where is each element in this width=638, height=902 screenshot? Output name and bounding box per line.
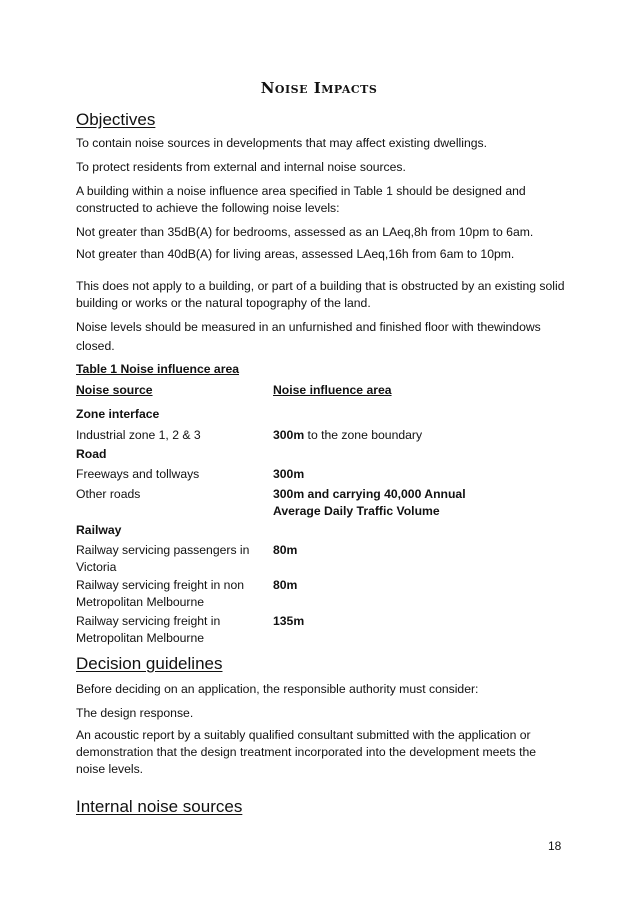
group-road: Road: [76, 447, 107, 461]
table-row-source: Other roads: [76, 487, 141, 501]
page-title: Noise Impacts: [260, 79, 378, 97]
table-header-noise-source: Noise source: [76, 383, 153, 397]
table-row-source: Industrial zone 1, 2 & 3: [76, 428, 201, 442]
table-row-source: Freeways and tollways: [76, 467, 200, 481]
table-row-source: Railway servicing freight in Metropolitan Melbourne: [76, 614, 221, 645]
table-row-value: 80m: [273, 543, 298, 557]
group-railway: Railway: [76, 523, 122, 537]
table-row-value: 135m: [273, 614, 305, 628]
table-row-source: Railway servicing freight in non Metropolitan Melbourne: [76, 578, 244, 609]
table-header-influence-area: Noise influence area: [273, 383, 392, 397]
decision-paragraph: The design response.: [76, 706, 194, 720]
internal-noise-heading: Internal noise sources: [76, 797, 243, 816]
table-caption: Table 1 Noise influence area: [76, 362, 240, 376]
objective-paragraph: A building within a noise influence area specified in Table 1 should be designed and constructed to achieve the following noise levels:: [76, 184, 526, 215]
value-bold: 300m: [273, 428, 305, 442]
page-number: 18: [548, 839, 562, 853]
table-row-value: 300m: [273, 467, 305, 481]
objective-paragraph: To protect residents from external and internal noise sources.: [76, 160, 406, 174]
value-rest: to the zone boundary: [304, 428, 423, 442]
objective-paragraph: To contain noise sources in developments that may affect existing dwellings.: [76, 136, 487, 150]
table-row-source: Railway servicing passengers in Victoria: [76, 543, 250, 574]
decision-paragraph: Before deciding on an application, the responsible authority must consider:: [76, 682, 479, 696]
noise-level-living: Not greater than 40dB(A) for living areas, assessed LAeq,16h from 6am to 10pm.: [76, 247, 515, 261]
decision-paragraph: An acoustic report by a suitably qualified consultant submitted with the application or demonstration that the design treatment incorporated into the development meets the noise levels.: [76, 728, 537, 776]
table-row-value: 300m and carrying 40,000 Annual Average Daily Traffic Volume: [273, 487, 466, 518]
objectives-heading: Objectives: [76, 110, 156, 129]
noise-level-bedrooms: Not greater than 35dB(A) for bedrooms, assessed as an LAeq,8h from 10pm to 6am.: [76, 225, 534, 239]
table-row-value: 80m: [273, 578, 298, 592]
measurement-paragraph: Noise levels should be measured in an unfurnished and finished floor with thewindows closed.: [76, 320, 541, 353]
table-row-value: [273, 427, 513, 444]
decision-heading: Decision guidelines: [76, 654, 223, 673]
exception-paragraph: This does not apply to a building, or part of a building that is obstructed by an existing solid building or works or the natural topography of the land.: [76, 279, 565, 310]
group-zone-interface: Zone interface: [76, 407, 160, 421]
